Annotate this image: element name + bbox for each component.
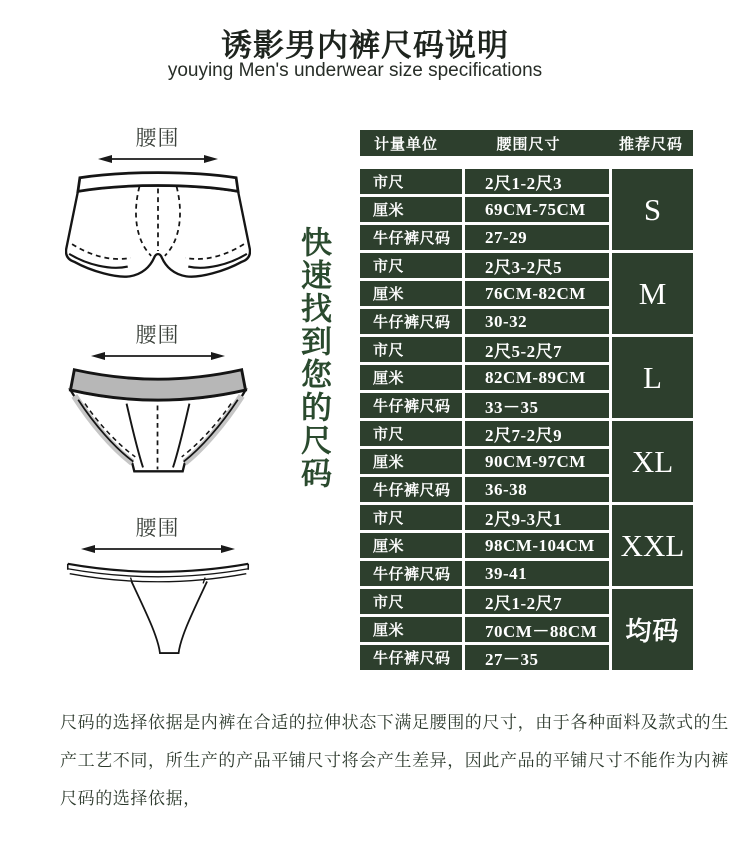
page-title: 诱影男内裤尺码说明	[221, 28, 509, 63]
size-group-xl	[360, 421, 693, 502]
row-value: 2尺1-2尺7	[465, 589, 609, 614]
size-badge: L	[612, 337, 693, 418]
table-body	[360, 169, 693, 670]
size-group-s	[360, 169, 693, 250]
row-label: 牛仔裤尺码	[360, 645, 462, 670]
size-badge: M	[612, 253, 693, 334]
disclaimer-line: 尺码的选择依据是内裤在合适的拉伸状态下满足腰围的尺寸，由于各种面料及款式的生	[60, 713, 729, 732]
col-header-size: 推荐尺码	[618, 135, 683, 153]
disclaimer-line: 尺码的选择依据，	[60, 789, 201, 808]
size-badge: XL	[612, 421, 693, 502]
row-value: 27－35	[465, 645, 609, 670]
row-label: 牛仔裤尺码	[360, 309, 462, 334]
disclaimer-line: 产工艺不同，所生产的产品平铺尺寸将会产生差异，因此产品的平铺尺寸不能作为内裤	[60, 751, 729, 770]
col-header-unit: 计量单位	[374, 135, 439, 153]
row-value: 90CM-97CM	[465, 449, 609, 474]
row-label: 牛仔裤尺码	[360, 561, 462, 586]
row-value: 2尺7-2尺9	[465, 421, 609, 446]
row-value: 76CM-82CM	[465, 281, 609, 306]
row-label: 厘米	[360, 197, 462, 222]
double-arrow-icon	[96, 152, 220, 166]
size-badge: XXL	[612, 505, 693, 586]
diagram-boxer-briefs	[55, 128, 260, 291]
row-value: 33－35	[465, 393, 609, 418]
size-table	[360, 130, 693, 670]
row-label: 市尺	[360, 337, 462, 362]
row-label: 厘米	[360, 281, 462, 306]
row-value: 82CM-89CM	[465, 365, 609, 390]
boxer-briefs-illustration	[65, 166, 251, 291]
row-label: 牛仔裤尺码	[360, 477, 462, 502]
thong-illustration	[63, 556, 253, 659]
row-value: 2尺9-3尺1	[465, 505, 609, 530]
size-badge: 均码	[612, 589, 693, 670]
row-value: 98CM-104CM	[465, 533, 609, 558]
size-group-onesize	[360, 589, 693, 670]
row-value: 30-32	[465, 309, 609, 334]
row-value: 39-41	[465, 561, 609, 586]
row-label: 厘米	[360, 617, 462, 642]
waist-measure-label: 腰围	[135, 324, 180, 347]
size-group-m	[360, 253, 693, 334]
row-value: 2尺1-2尺3	[465, 169, 609, 194]
row-label: 牛仔裤尺码	[360, 393, 462, 418]
waist-measure-label: 腰围	[135, 517, 180, 540]
diagram-thong	[55, 518, 260, 659]
sizing-disclaimer	[60, 704, 729, 818]
row-value: 69CM-75CM	[465, 197, 609, 222]
row-label: 市尺	[360, 253, 462, 278]
row-value: 2尺5-2尺7	[465, 337, 609, 362]
size-group-xxl	[360, 505, 693, 586]
row-label: 厘米	[360, 449, 462, 474]
row-value: 70CM－88CM	[465, 617, 609, 642]
row-label: 厘米	[360, 365, 462, 390]
row-label: 市尺	[360, 505, 462, 530]
row-label: 厘米	[360, 533, 462, 558]
col-header-waist: 腰围尺寸	[496, 135, 561, 153]
double-arrow-icon	[89, 349, 227, 363]
vertical-tagline: 快速找到您的尺码	[296, 226, 331, 490]
table-header-row	[360, 130, 693, 156]
row-label: 市尺	[360, 589, 462, 614]
row-label: 市尺	[360, 169, 462, 194]
size-group-l	[360, 337, 693, 418]
size-badge: S	[612, 169, 693, 250]
briefs-illustration	[68, 363, 248, 481]
row-label: 牛仔裤尺码	[360, 225, 462, 250]
row-label: 市尺	[360, 421, 462, 446]
diagram-briefs	[55, 325, 260, 481]
row-value: 27-29	[465, 225, 609, 250]
row-value: 36-38	[465, 477, 609, 502]
page-subtitle: youying Men's underwear size specifications	[167, 60, 543, 81]
row-value: 2尺3-2尺5	[465, 253, 609, 278]
double-arrow-icon	[79, 542, 237, 556]
waist-measure-label: 腰围	[135, 127, 180, 150]
